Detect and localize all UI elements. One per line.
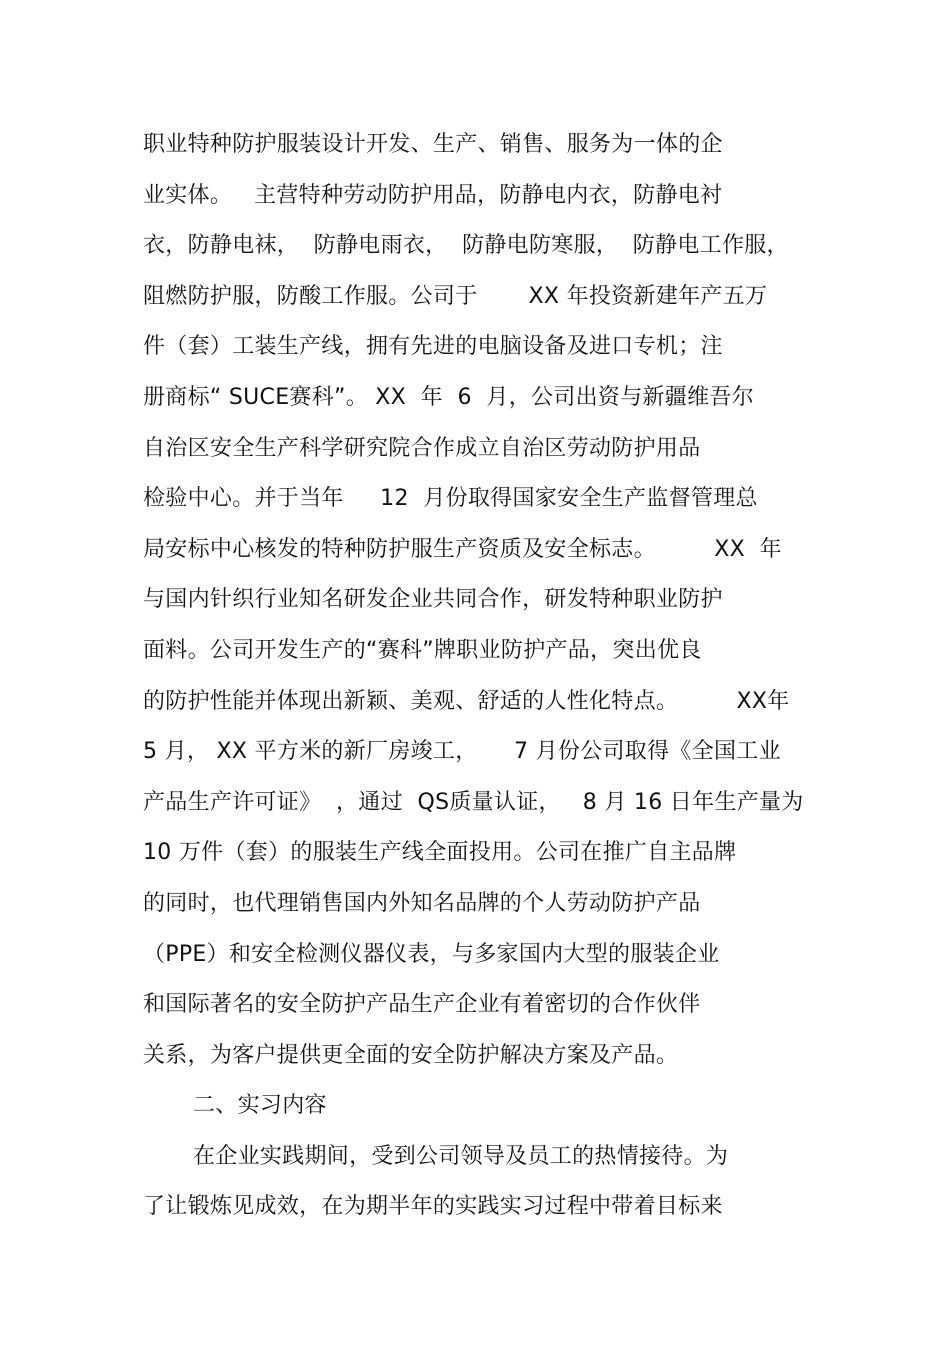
text-line: 业实体。 主营特种劳动防护用品，防静电内衣，防静电衬	[143, 182, 723, 208]
text-line: 册商标“ SUCE赛科”。 XX 年 6 月，公司出资与新疆维吾尔	[143, 384, 755, 410]
text-line: 在企业实践期间，受到公司领导及员工的热情接待。为	[193, 1143, 729, 1169]
body-text	[143, 120, 843, 1233]
text-line: 衣，防静电袜， 防静电雨衣， 防静电防寒服， 防静电工作服，	[143, 233, 789, 259]
text-line: 关系，为客户提供更全面的安全防护解决方案及产品。	[143, 1042, 679, 1068]
section-heading: 二、实习内容	[193, 1093, 327, 1119]
text-line: 10 万件（套）的服装生产线全面投用。公司在推广自主品牌	[143, 840, 737, 866]
text-line: 局安标中心核发的特种防护服生产资质及安全标志。 XX 年	[143, 536, 782, 562]
text-line: 自治区安全生产科学研究院合作成立自治区劳动防护用品	[143, 435, 701, 461]
text-line: 职业特种防护服装设计开发、生产、销售、服务为一体的企	[143, 132, 723, 157]
text-line: 阻燃防护服，防酸工作服。公司于 XX 年投资新建年产五万	[143, 283, 768, 309]
text-line: 的同时，也代理销售国内外知名品牌的个人劳动防护产品	[143, 890, 701, 916]
text-line: 5 月， XX 平方米的新厂房竣工， 7 月份公司取得《全国工业	[143, 739, 781, 765]
text-line: 了让锻炼见成效，在为期半年的实践实习过程中带着目标来	[143, 1194, 723, 1220]
text-line: 面料。公司开发生产的“赛科”牌职业防护产品，突出优良	[143, 637, 702, 663]
text-line: 产品生产许可证》 ，通过 QS质量认证， 8 月 16 日年生产量为	[143, 789, 804, 815]
text-line: 件（套）工装生产线，拥有先进的电脑设备及进口专机；注	[143, 334, 723, 360]
text-line: 和国际著名的安全防护产品生产企业有着密切的合作伙伴	[143, 992, 701, 1018]
text-line: 与国内针织行业知名研发企业共同合作，研发特种职业防护	[143, 587, 723, 613]
text-line: 检验中心。并于当年 12 月份取得国家安全生产监督管理总	[143, 486, 758, 512]
text-line: 的防护性能并体现出新颖、美观、舒适的人性化特点。 XX年	[143, 688, 790, 714]
text-line: （PPE）和安全检测仪器仪表，与多家国内大型的服装企业	[143, 941, 720, 967]
